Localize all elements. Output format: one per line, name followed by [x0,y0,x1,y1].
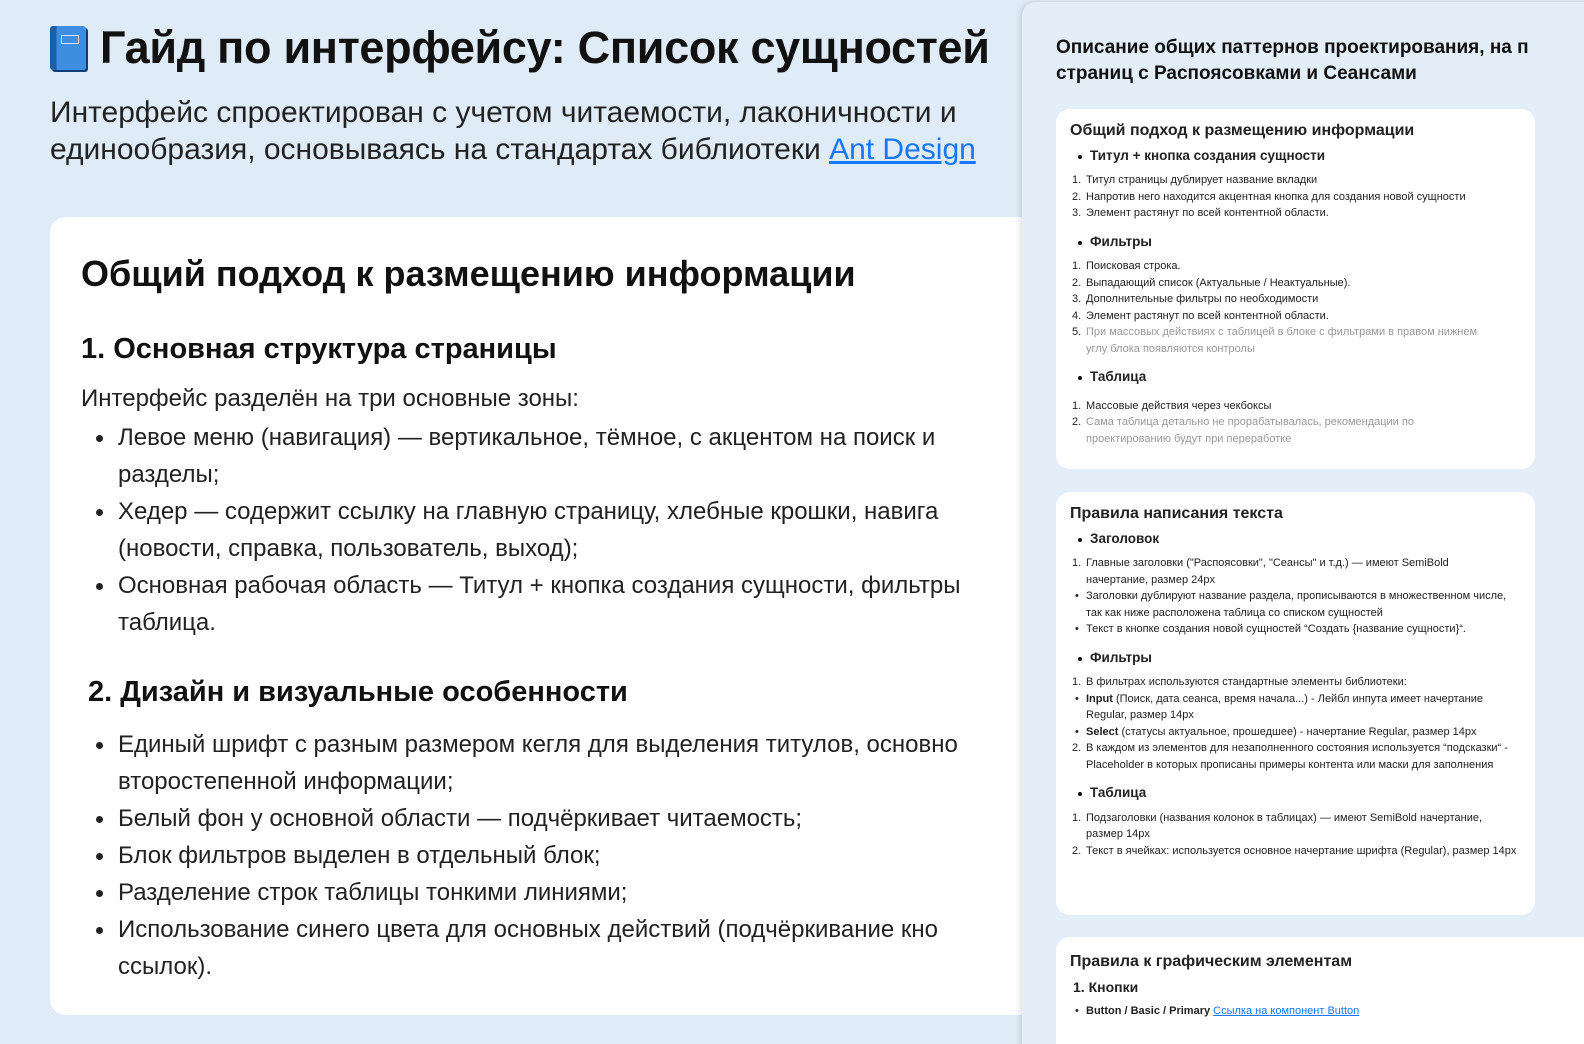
ant-design-link[interactable]: Ant Design [829,133,976,166]
subheading: Титул + кнопка создания сущности [1090,148,1521,165]
list-item-cont: таблица. [118,609,216,636]
subheading: Таблица [1090,369,1521,386]
subtitle-line: Интерфейс спроектирован с учетом читаемости, лаконичности и [50,96,957,129]
list-item: Хедер — содержит ссылку на главную страницу, хлебные крошки, навига [118,493,960,530]
list-item: • Button / Basic / Primary Ссылка на компонент Button [1075,1005,1360,1017]
page-subtitle [50,94,976,168]
list-item: 2. Напротив него находится акцентная кнопка для создания новой сущности [1072,190,1466,203]
text-rules-card [1056,492,1535,915]
subheading: 1. Кнопки [1073,978,1139,995]
design-heading: 2. Дизайн и визуальные особенности [88,676,628,708]
card-heading: Общий подход к размещению информации [1070,122,1415,139]
book-icon [50,26,86,70]
list-item: 1. Титул страницы дублирует название вкладки [1072,174,1318,186]
panel-title-line: страниц с Распоясовками и Сеансами [1056,63,1417,84]
subheading: Заголовок [1090,531,1521,548]
list-item: Левое меню (навигация) — вертикальное, тёмное, с акцентом на поиск и [118,419,960,456]
placement-card [1056,109,1535,469]
list-item: 3. Дополнительные фильтры по необходимости [1072,293,1319,305]
design-list [118,726,958,985]
list-item: • Select (статусы актуальное, прошедшее) - начертание Regular, размер 14px [1075,725,1477,738]
list-item: Блок фильтров выделен в отдельный блок; [118,837,958,874]
list-item: Единый шрифт с разным размером кегля для выделения титулов, основно [118,726,958,763]
card-heading: Правила к графическим элементам [1070,953,1353,970]
structure-intro: Интерфейс разделён на три основные зоны: [81,385,579,412]
list-item: 1. Поисковая строка. [1072,260,1181,272]
list-item: • Заголовки дублируют название раздела, прописываются в множественном числе, так как ниже расположена таблица со списком сущностей [1075,590,1507,619]
card-heading: Правила написания текста [1070,505,1283,522]
subheading: Фильтры [1090,650,1521,667]
list-item: 2. Текст в ячейках: используется основное начертание шрифта (Regular), размер 14px [1072,844,1517,857]
list-item-cont: ссылок). [118,953,213,980]
list-item: Белый фон у основной области — подчёркивает читаемость; [118,800,958,837]
panel-title-line: Описание общих паттернов проектирования, на п [1056,37,1529,58]
list-item: • Текст в кнопке создания новой сущностей “Создать {название сущности}“. [1075,623,1466,635]
main-card [50,217,1150,1015]
panel-title [1056,35,1529,87]
structure-list [118,419,960,641]
page-title-text: Гайд по интерфейсу: Список сущностей [100,22,990,73]
list-item: 2. Выпадающий список (Актуальные / Неактуальные). [1072,276,1351,289]
list-item: 1. В фильтрах используются стандартные элементы библиотеки: [1072,676,1407,688]
list-item: • Input (Поиск, дата сеанса, время начала...) - Лейбл инпута имеет начертание Regular, размер 14px [1075,692,1483,721]
list-item: 1. Подзаголовки (названия колонок в таблицах) — имеют SemiBold начертание, размер 14px [1072,811,1483,840]
subtitle-line: единообразия, основываясь на стандартах библиотеки [50,133,830,166]
list-item: 2. В каждом из элементов для незаполненного состояния используется “подсказки“ - Placeholder в которых прописаны примеры контента или маски для заполнения [1072,742,1508,771]
list-item-cont: второстепенной информации; [118,768,454,795]
list-item: 4. Элемент растянут по всей контентной области. [1072,309,1329,322]
subheading: Таблица [1090,785,1521,802]
subheading: Фильтры [1090,234,1521,251]
button-component-link[interactable]: Ссылка на компонент Button [1213,1005,1360,1017]
list-item-cont: разделы; [118,461,220,488]
list-item: Использование синего цвета для основных действий (подчёркивание кно [118,911,958,948]
list-item: 1. Главные заголовки ("Распоясовки", "Сеансы" и т.д.) — имеют SemiBold начертание, размер 24px [1072,557,1449,586]
section-heading: Общий подход к размещению информации [81,253,856,294]
graphics-rules-card [1056,937,1584,1044]
page-title [50,22,990,74]
list-item: 2. Сама таблица детально не прорабатывалась, рекомендации по проектированию будут при переработке [1072,416,1414,445]
list-item: Разделение строк таблицы тонкими линиями; [118,874,958,911]
structure-heading: 1. Основная структура страницы [81,333,557,365]
list-item: 3. Элемент растянут по всей контентной области. [1072,207,1329,219]
list-item: 1. Массовые действия через чекбоксы [1072,399,1272,412]
side-panel[interactable] [1022,2,1584,1044]
list-item: Основная рабочая область — Титул + кнопка создания сущности, фильтры [118,567,960,604]
list-item-cont: (новости, справка, пользователь, выход); [118,535,579,562]
list-item: 5. При массовых действиях с таблицей в блоке с фильтрами в правом нижнем углу блока появляются контролы [1072,326,1478,355]
